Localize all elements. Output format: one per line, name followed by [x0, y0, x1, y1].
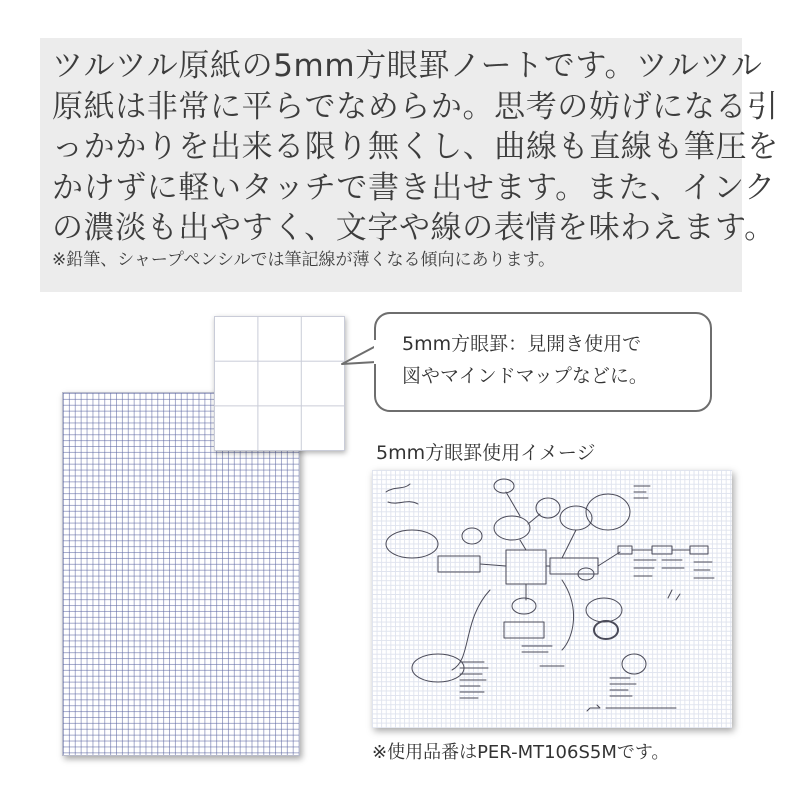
sample-title: 5mm方眼罫使用イメージ: [376, 442, 596, 464]
callout-line: 5mm方眼罫：見開き使用で: [402, 333, 642, 355]
intro-line: ツルツル原紙の5mm方眼罫ノートです。ツルツル: [52, 48, 763, 84]
grid-zoom-detail: [214, 316, 345, 451]
callout-text: [402, 328, 648, 392]
intro-line: 原紙は非常に平らでなめらか。思考の妨げになる引: [52, 88, 779, 125]
callout-bubble: [374, 312, 712, 412]
mindmap-sketch: [372, 470, 732, 728]
intro-line: の濃淡も出やすく、文字や線の表情を味わえます。: [52, 210, 776, 246]
callout-line: 図やマインドマップなどに。: [402, 365, 648, 387]
product-number-note: ※使用品番はPER-MT106S5Mです。: [372, 742, 670, 763]
intro-text: [52, 46, 779, 249]
intro-panel: [40, 38, 779, 292]
intro-line: っかかりを出来る限り無くし、曲線も直線も筆圧を: [52, 129, 779, 165]
pencil-note: ※鉛筆、シャープペンシルでは筆記線が薄くなる傾向にあります。: [52, 250, 556, 270]
intro-line: かけずに軽いタッチで書き出せます。また、インク: [52, 169, 776, 206]
callout-tail-cover: [370, 338, 380, 368]
mindmap-sample-image: [372, 470, 732, 728]
